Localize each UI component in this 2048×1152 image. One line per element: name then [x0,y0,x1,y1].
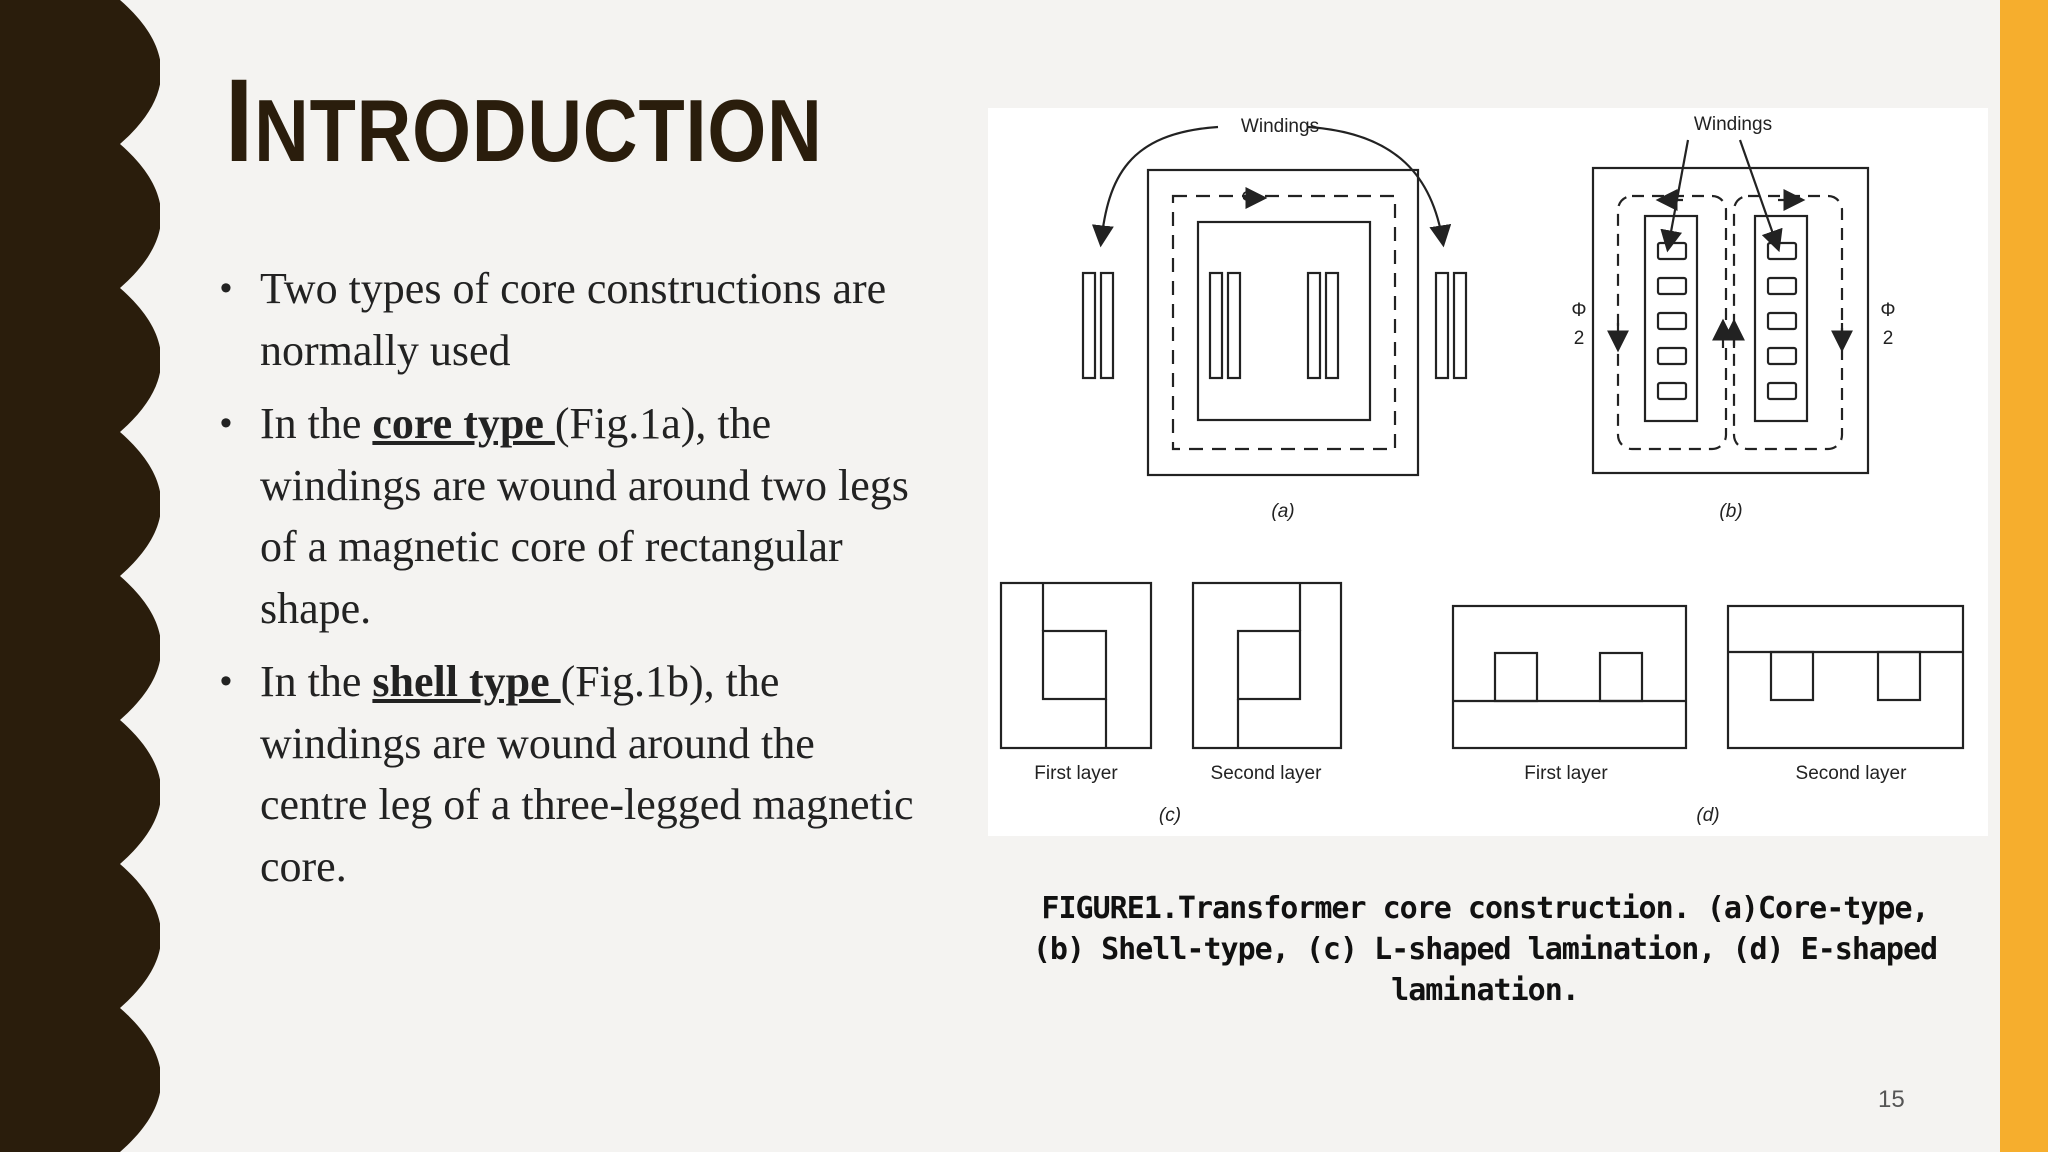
bullet-suffix: (Fig.1a), the windings are wound around two legs of a magnetic core of rectangular shape. [260,399,909,633]
e-lamination-diagram [1453,606,1963,748]
l-lamination-diagram [1001,583,1341,748]
shell-type-diagram [1593,140,1868,473]
subfigure-label-d: (d) [1696,805,1720,826]
caption-line-2: (b) Shell-type, (c) L-shaped lamination, (d) E-shaped [1032,932,1938,967]
caption-line-1: FIGURE1.Transformer core construction. (a)Core-type, [1041,891,1929,926]
first-layer-label-c: First layer [1034,763,1118,784]
first-layer-label-d: First layer [1524,763,1608,784]
bullet-text: Two types of core constructions are normally used [260,264,887,375]
flux-label: Φ [1241,187,1257,208]
caption-line-3: lamination. [1391,973,1579,1008]
bullet-prefix: In the [260,399,373,448]
windings-label-a: Windings [1240,116,1320,137]
bullet-item [220,258,920,381]
bullet-item [220,393,920,639]
flux-half-label-left-denom: 2 [1573,328,1585,349]
bullet-item [220,651,920,897]
transformer-figure [988,108,1988,836]
figure-caption [985,888,1985,1011]
core-type-term: core type [372,399,555,448]
bullet-prefix: In the [260,657,373,706]
subfigure-label-b: (b) [1719,501,1743,522]
bullet-list [220,258,920,909]
second-layer-label-d: Second layer [1795,763,1907,784]
flux-half-label-right: Φ [1880,300,1896,321]
left-wavy-band [0,0,160,1152]
subfigure-label-a: (a) [1271,501,1295,522]
subfigure-label-c: (c) [1158,805,1182,826]
windings-label-b: Windings [1693,114,1773,135]
bullet-suffix: (Fig.1b), the windings are wound around the centre leg of a three-legged magnetic core. [260,657,914,891]
page-number: 15 [1878,1086,1905,1113]
core-type-diagram [1083,127,1466,475]
title-first-letter: I [225,55,255,187]
shell-type-term: shell type [372,657,561,706]
flux-half-label-left: Φ [1571,300,1587,321]
right-accent-band [2000,0,2048,1152]
flux-half-label-right-denom: 2 [1882,328,1894,349]
second-layer-label-c: Second layer [1210,763,1322,784]
title-rest: NTRODUCTION [254,81,823,180]
slide-title [225,55,823,187]
